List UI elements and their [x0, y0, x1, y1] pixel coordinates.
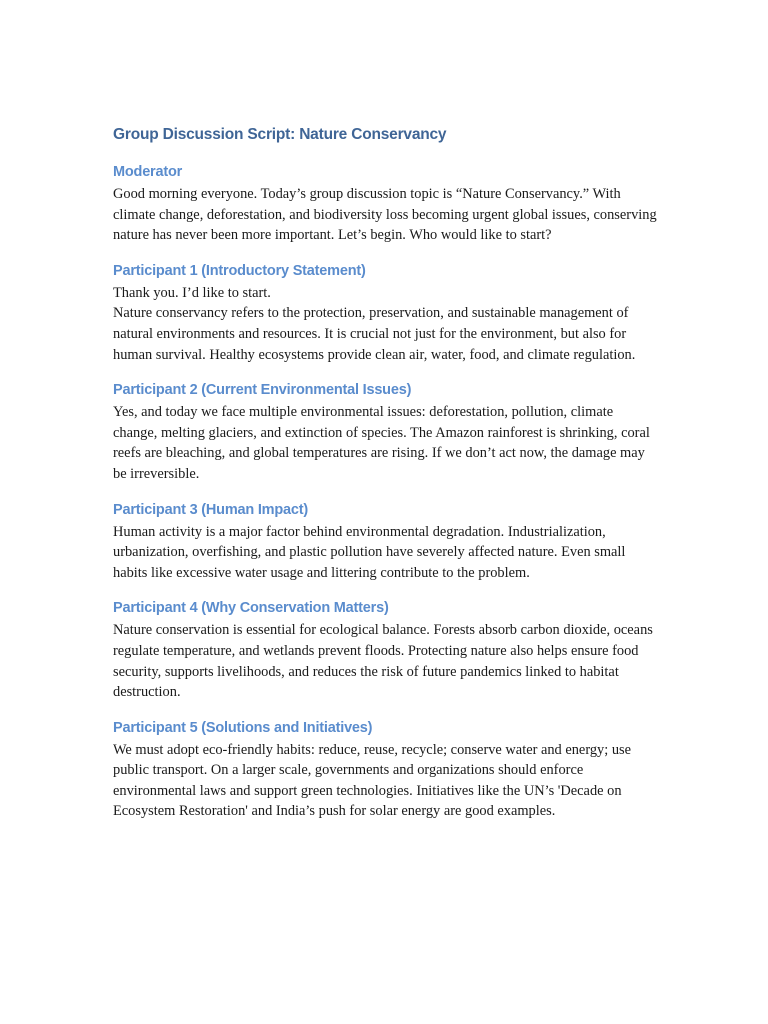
section-body: [113, 740, 658, 822]
section-body: [113, 184, 658, 246]
section-body: [113, 402, 658, 484]
section-participant-2: [113, 380, 658, 484]
section-body: [113, 283, 658, 365]
section-heading: Participant 2 (Current Environmental Issues): [113, 382, 412, 399]
section-moderator: [113, 162, 658, 246]
paragraph: Thank you. I’d like to start.: [113, 284, 271, 301]
paragraph: We must adopt eco-friendly habits: reduce, reuse, recycle; conserve water and energy; use public transport. On a larger scale, governments and organizations should enforce environmental laws and support green technologies. Initiatives like the UN’s 'Decade on Ecosystem Restoration' and India’s push for solar energy are good examples.: [113, 741, 632, 820]
section-heading: Participant 5 (Solutions and Initiatives): [113, 719, 373, 736]
section-heading: Participant 4 (Why Conservation Matters): [113, 600, 389, 617]
section-participant-5: [113, 718, 658, 822]
section-participant-4: [113, 598, 658, 702]
document-page: [113, 124, 658, 837]
section-heading: Participant 3 (Human Impact): [113, 501, 309, 518]
section-participant-3: [113, 500, 658, 584]
section-participant-1: [113, 261, 658, 365]
paragraph: Good morning everyone. Today’s group discussion topic is “Nature Conservancy.” With climate change, deforestation, and biodiversity loss becoming urgent global issues, conserving nature has never been more important. Let’s begin. Who would like to start?: [113, 186, 657, 244]
document-title: Group Discussion Script: Nature Conservancy: [113, 126, 447, 143]
section-heading: Participant 1 (Introductory Statement): [113, 262, 366, 279]
paragraph: Human activity is a major factor behind environmental degradation. Industrialization, urbanization, overfishing, and plastic pollution have severely affected nature. Even small habits like excessive water usage and littering contribute to the problem.: [113, 523, 626, 581]
paragraph: Nature conservation is essential for ecological balance. Forests absorb carbon dioxide, oceans regulate temperature, and wetlands prevent floods. Protecting nature also helps ensure food security, supports livelihoods, and reduces the risk of future pandemics linked to habitat destruction.: [113, 622, 653, 701]
paragraph: Nature conservancy refers to the protection, preservation, and sustainable management of natural environments and resources. It is crucial not just for the environment, but also for human survival. Healthy ecosystems provide clean air, water, food, and climate regulation.: [113, 305, 636, 363]
section-body: [113, 620, 658, 702]
section-body: [113, 522, 658, 584]
paragraph: Yes, and today we face multiple environmental issues: deforestation, pollution, climate change, melting glaciers, and extinction of species. The Amazon rainforest is shrinking, coral reefs are bleaching, and global temperatures are rising. If we don’t act now, the damage may be irreversible.: [113, 404, 650, 482]
section-heading: Moderator: [113, 164, 183, 180]
